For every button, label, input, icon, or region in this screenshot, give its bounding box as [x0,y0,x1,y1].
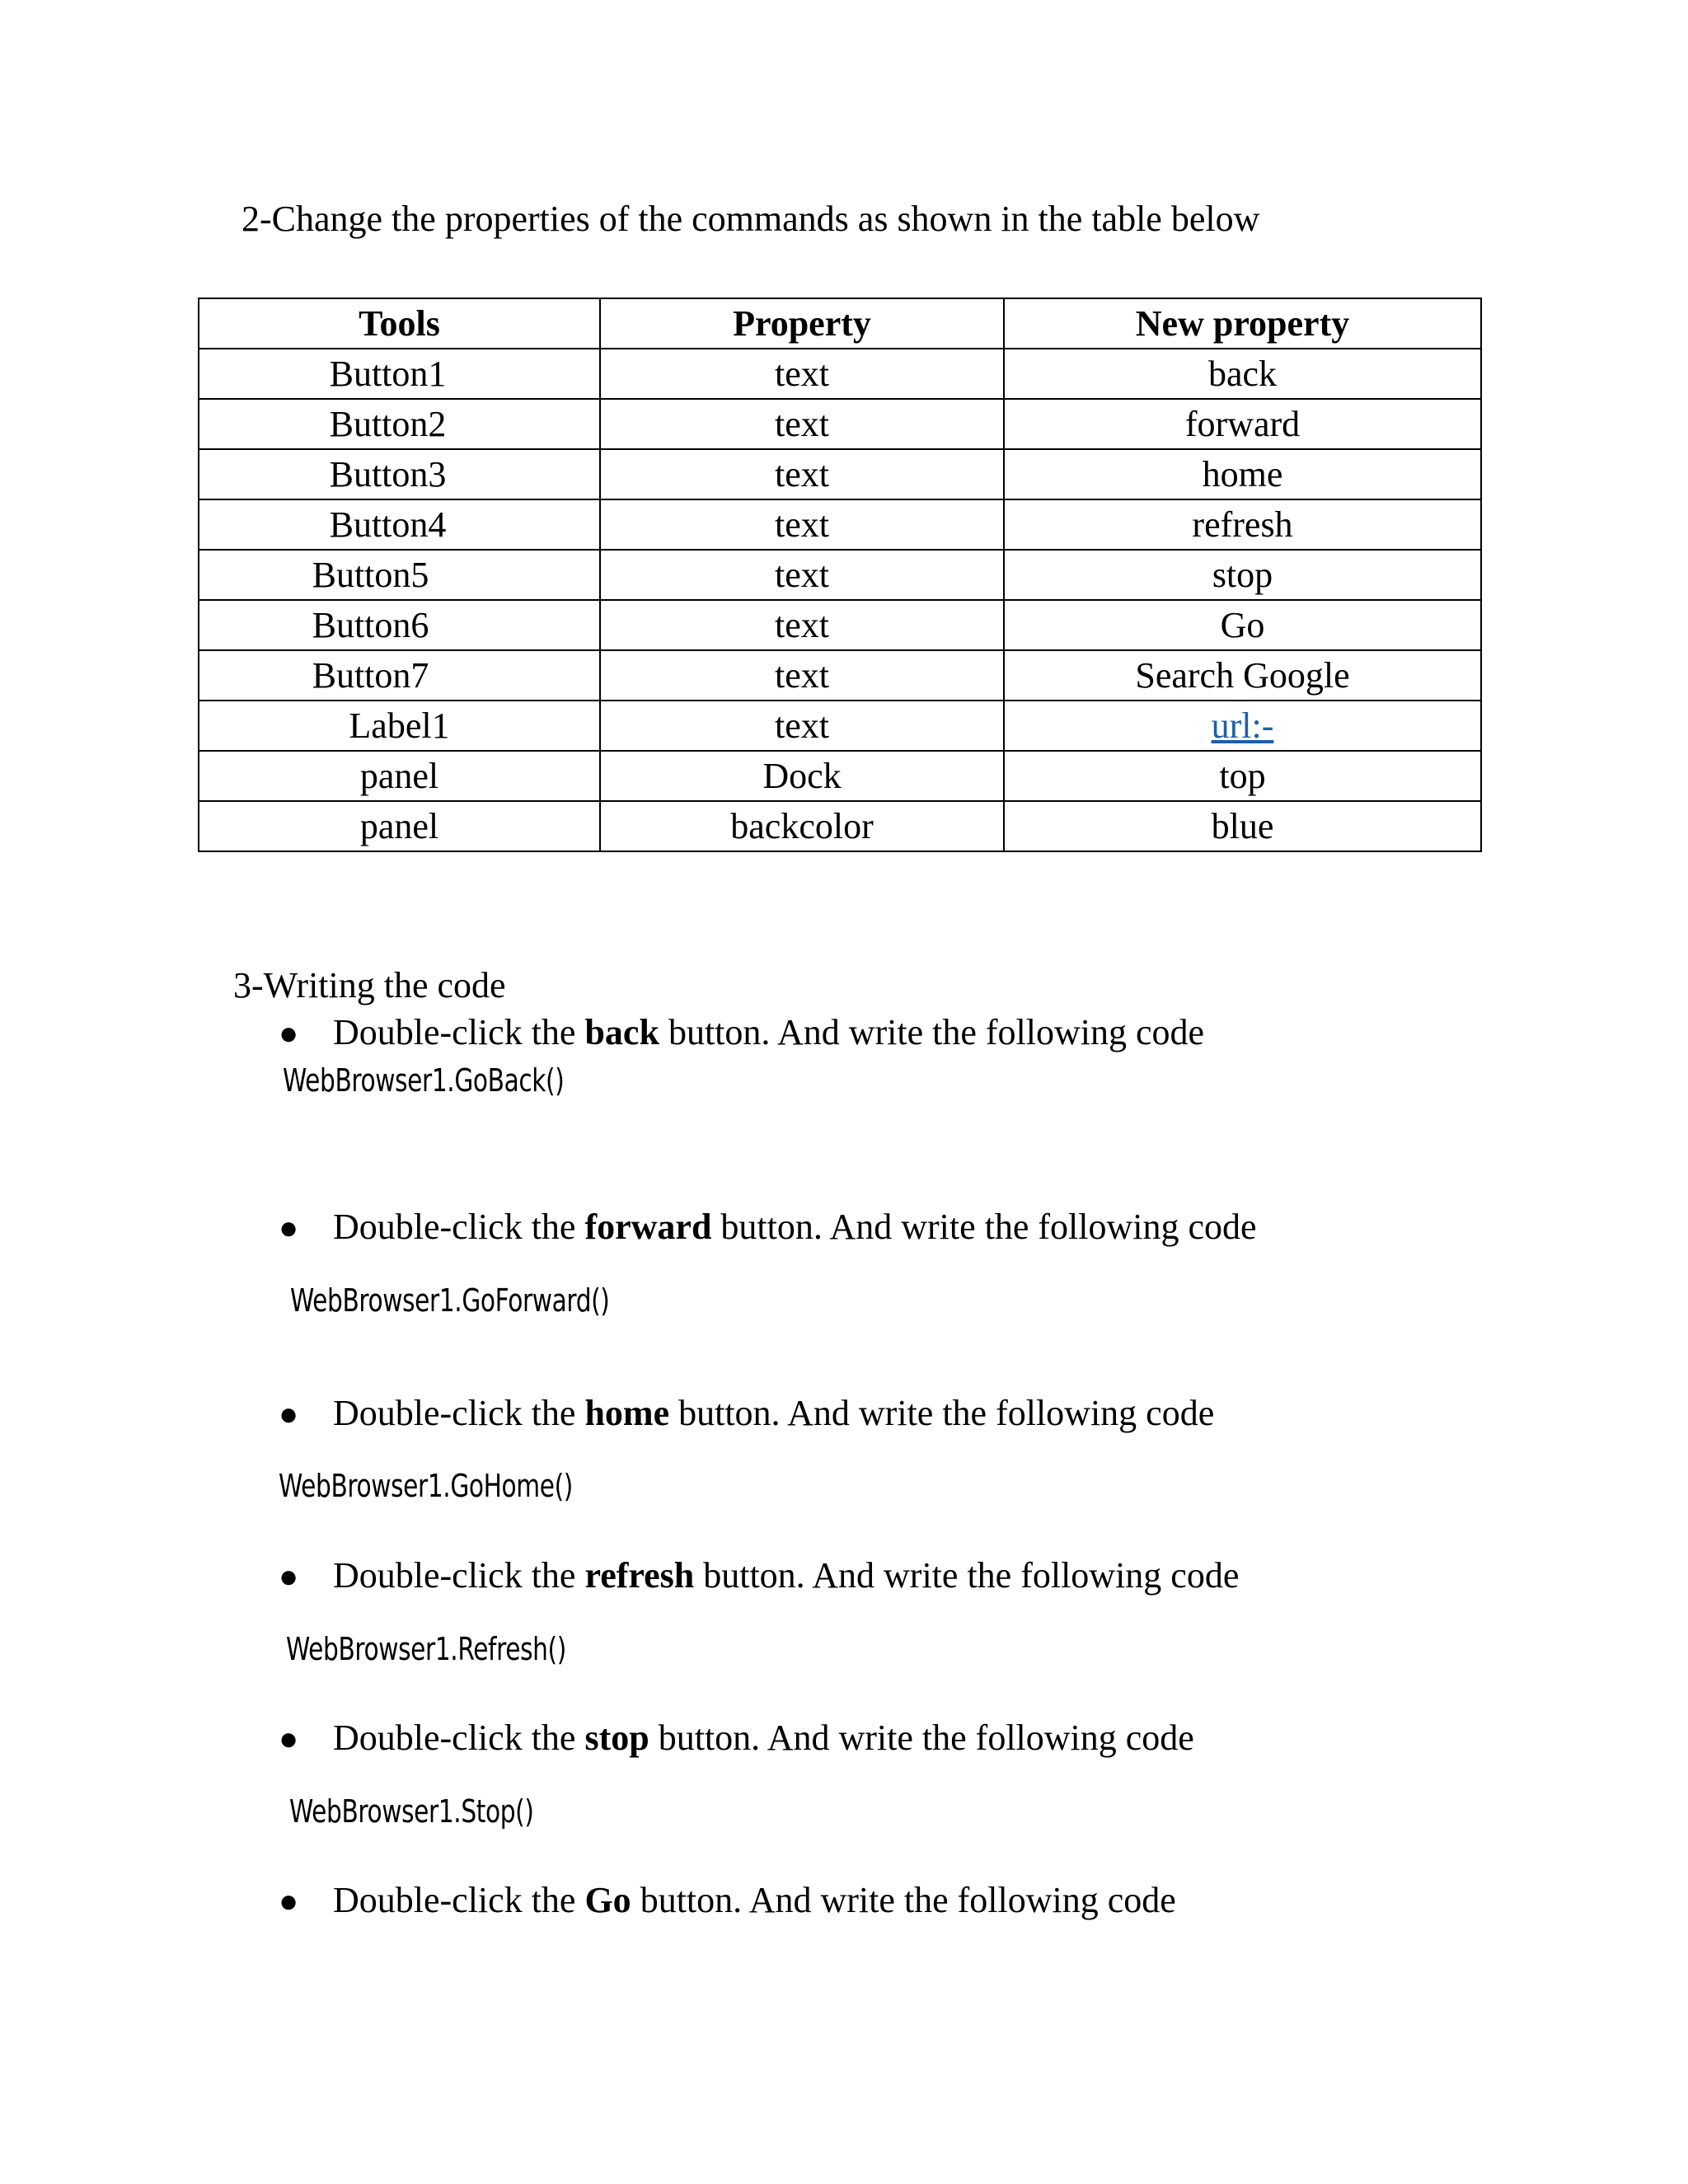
code-snippet: WebBrowser1.Stop() [289,1793,534,1830]
table-row [199,499,1481,550]
button-name: refresh [584,1555,695,1596]
code-snippet: WebBrowser1.Refresh() [286,1631,566,1667]
button-name: forward [584,1207,712,1247]
property-cell: text [600,349,1004,399]
instruction-bullet [279,1876,1176,1926]
new-property-cell: refresh [1004,499,1481,550]
table-header-row [199,298,1481,349]
instruction-text: button. And write the following code [659,1012,1205,1052]
new-property-cell: Go [1004,600,1481,650]
instruction-bullet [279,1202,1257,1253]
instruction-bullet [279,1389,1214,1439]
bullet-icon: ● [279,1882,299,1919]
property-cell: text [600,399,1004,449]
button-name: stop [584,1718,649,1758]
code-snippet: WebBrowser1.GoHome() [279,1468,573,1504]
tool-cell: Button4 [199,499,600,550]
button-name: home [584,1393,670,1433]
instruction-text: button. And write the following code [711,1207,1257,1247]
table-row [199,650,1481,701]
instruction-text: button. And write the following code [631,1880,1176,1920]
new-property-cell [1004,701,1481,751]
instruction-text: Double-click the [333,1012,585,1052]
property-cell: backcolor [600,801,1004,851]
property-cell: text [600,550,1004,600]
instruction-text: Double-click the [333,1555,585,1596]
button-name: Go [584,1880,631,1920]
bullet-icon: ● [279,1720,299,1757]
instruction-bullet [279,1008,1204,1058]
table-row [199,349,1481,399]
bullet-icon: ● [279,1558,299,1595]
bullet-icon: ● [279,1015,299,1052]
tool-cell: Label1 [199,701,600,751]
table-row [199,550,1481,600]
new-property-cell: Search Google [1004,650,1481,701]
tool-cell: Button1 [199,349,600,399]
tool-cell: panel [199,751,600,801]
property-cell: text [600,650,1004,701]
table-row [199,751,1481,801]
instruction-text: button. And write the following code [669,1393,1215,1433]
tool-cell: Button5 [199,550,600,600]
instruction-text: Double-click the [333,1880,585,1920]
section-2-heading: 2-Change the properties of the commands as shown in the table below [241,199,1260,239]
button-name: back [584,1012,659,1052]
new-property-cell: top [1004,751,1481,801]
tool-cell: Button3 [199,449,600,499]
property-cell: text [600,701,1004,751]
bullet-icon: ● [279,1395,299,1432]
code-snippet: WebBrowser1.GoBack() [283,1062,565,1099]
new-property-cell: stop [1004,550,1481,600]
new-property-cell: blue [1004,801,1481,851]
section-3-heading: 3-Writing the code [233,965,506,1005]
table-row [199,399,1481,449]
table-row [199,449,1481,499]
new-property-cell: back [1004,349,1481,399]
property-cell: Dock [600,751,1004,801]
new-property-cell: home [1004,449,1481,499]
instruction-text: Double-click the [333,1718,585,1758]
tool-cell: Button6 [199,600,600,650]
property-cell: text [600,600,1004,650]
instruction-bullet [279,1551,1239,1601]
instruction-text: Double-click the [333,1207,585,1247]
tool-cell: Button7 [199,650,600,701]
table-row [199,701,1481,751]
property-cell: text [600,449,1004,499]
properties-table [198,298,1482,852]
bullet-icon: ● [279,1209,299,1246]
instruction-text: Double-click the [333,1393,585,1433]
url-link-text[interactable]: url:- [1211,705,1274,746]
instruction-text: button. And write the following code [649,1718,1194,1758]
new-property-cell: forward [1004,399,1481,449]
tool-cell: panel [199,801,600,851]
table-row [199,600,1481,650]
header-new-property: New property [1004,298,1481,349]
header-tools: Tools [199,298,600,349]
instruction-text: button. And write the following code [694,1555,1240,1596]
instruction-bullet [279,1713,1194,1764]
tool-cell: Button2 [199,399,600,449]
property-cell: text [600,499,1004,550]
table-row [199,801,1481,851]
code-snippet: WebBrowser1.GoForward() [290,1282,610,1319]
header-property: Property [600,298,1004,349]
